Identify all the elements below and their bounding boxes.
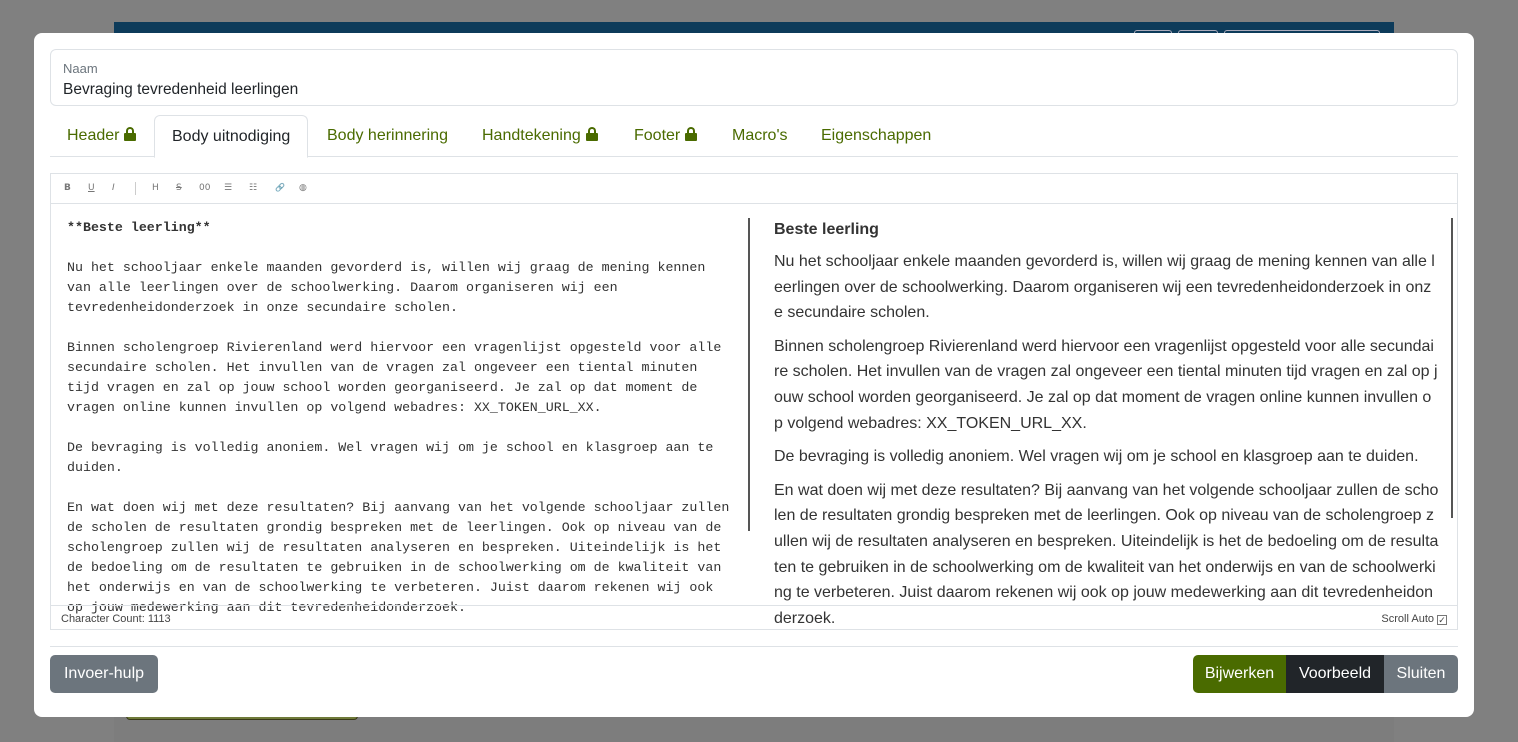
tab-body-herinnering[interactable] [310, 115, 465, 157]
numbered-list-icon[interactable]: ☷ [249, 183, 258, 193]
tab-label: Macro's [732, 127, 788, 144]
tab-label: Eigenschappen [821, 127, 932, 144]
markdown-editor [50, 173, 1458, 630]
character-count: Character Count: 1113 [61, 613, 171, 625]
tab-label: Body herinnering [327, 127, 448, 144]
scroll-auto-toggle[interactable] [1381, 613, 1447, 625]
code-icon[interactable]: 00 [199, 183, 211, 193]
tab-label: Header [67, 127, 120, 144]
name-field[interactable] [50, 49, 1458, 106]
tab-body-uitnodiging[interactable] [154, 115, 308, 158]
preview-button[interactable]: Voorbeeld [1286, 655, 1384, 693]
lock-icon [124, 127, 136, 141]
markdown-source[interactable] [67, 218, 737, 615]
tab-footer[interactable] [617, 115, 714, 157]
editor-toolbar [51, 174, 1457, 204]
underline-icon[interactable]: U [88, 183, 95, 193]
preview-paragraph: Binnen scholengroep Rivierenland werd hiervoor een vragenlijst opgesteld voor alle secundaire scholen. Het invullen van de vragen zal ongeveer een tiental minuten tijd vragen en zal op jouw school worden georganiseerd. Je zal op dat moment de vragen online kunnen invullen op volgend webadres: XX_TOKEN_URL_XX. [774, 337, 1438, 432]
footer-divider [50, 646, 1458, 647]
name-input[interactable]: Bevraging tevredenheid leerlingen [63, 81, 299, 98]
tab-eigenschappen[interactable] [804, 115, 948, 157]
toolbar-divider [135, 182, 136, 195]
preview-paragraph: Nu het schooljaar enkele maanden gevorderd is, willen wij graag de mening kennen van alle leerlingen over de schoolwerking. Daarom organiseren wij een tevredenheidonderzoek in onze secundaire scholen. [774, 253, 1435, 322]
template-editor-modal [34, 33, 1474, 717]
tab-handtekening[interactable] [465, 115, 615, 157]
source-paragraph: De bevraging is volledig anoniem. Wel vragen wij om je school en klasgroep aan te duiden. [67, 440, 714, 475]
checkbox-icon[interactable]: ✓ [1438, 615, 1446, 625]
strikethrough-icon[interactable]: S [176, 183, 182, 193]
italic-icon[interactable]: I [112, 183, 115, 193]
preview-paragraph: De bevraging is volledig anoniem. Wel vragen wij om je school en klasgroep aan te duiden. [774, 448, 1419, 466]
link-icon[interactable]: 🔗 [275, 183, 285, 192]
preview-scrollbar[interactable] [1451, 218, 1453, 518]
scroll-auto-label: Scroll Auto [1381, 613, 1434, 625]
input-help-button[interactable]: Invoer-hulp [50, 655, 158, 693]
update-button[interactable]: Bijwerken [1193, 655, 1286, 693]
source-paragraph: En wat doen wij met deze resultaten? Bij aanvang van het volgende schooljaar zullen de scholen de resultaten grondig bespreken met de leerlingen. Ook op niveau van de scholengroep zullen wij de resultaten analyseren en bespreken. Uiteindelijk is het de bedoeling om de resultaten te gebruiken in de schoolwerking om de kwaliteit van het onderwijs en van de schoolwerking te verbeteren. Juist daarom rekenen wij ook op jouw medewerking aan dit tevredenheidonderzoek. [67, 500, 730, 615]
bullet-list-icon[interactable]: ☰ [224, 183, 233, 193]
bold-icon[interactable]: B [64, 183, 71, 193]
source-paragraph: Binnen scholengroep Rivierenland werd hiervoor een vragenlijst opgesteld voor alle secundaire scholen. Het invullen van de vragen zal ongeveer een tiental minuten tijd vragen en zal op jouw school worden georganiseerd. Je zal op dat moment de vragen online kunnen invullen op volgend webadres: XX_TOKEN_URL_XX. [67, 340, 722, 415]
preview-title: Beste leerling [774, 221, 879, 238]
source-scrollbar[interactable] [748, 218, 750, 531]
name-label: Naam [63, 61, 98, 76]
preview-paragraph: En wat doen wij met deze resultaten? Bij aanvang van het volgende schooljaar zullen de scholen de resultaten grondig bespreken met de leerlingen. Ook op niveau van de scholengroep zullen wij de resultaten analyseren en bespreken. Uiteindelijk is het de bedoeling om de resultaten te gebruiken in de schoolwerking om de kwaliteit van het onderwijs en van de schoolwerking te verbeteren. Juist daarom rekenen wij ook op jouw medewerking aan dit tevredenheidonderzoek. [774, 481, 1439, 627]
tab-label: Body uitnodiging [172, 128, 291, 145]
heading-icon[interactable]: H [152, 183, 159, 193]
source-paragraph: Nu het schooljaar enkele maanden gevorderd is, willen wij graag de mening kennen van alle leerlingen over de schoolwerking. Daarom organiseren wij een tevredenheidonderzoek in onze secundaire scholen. [67, 260, 706, 315]
close-button[interactable]: Sluiten [1384, 655, 1458, 693]
tab-macros[interactable] [715, 115, 805, 157]
tab-label: Footer [634, 127, 681, 144]
tab-bar [50, 115, 1458, 157]
lock-icon [586, 127, 598, 141]
editor-statusbar [51, 605, 1457, 630]
source-title: **Beste leerling** [67, 220, 211, 235]
tab-label: Handtekening [482, 127, 581, 144]
lock-icon [685, 127, 697, 141]
preview-toggle-icon[interactable]: ◍ [299, 183, 307, 193]
tab-header[interactable] [50, 115, 153, 157]
